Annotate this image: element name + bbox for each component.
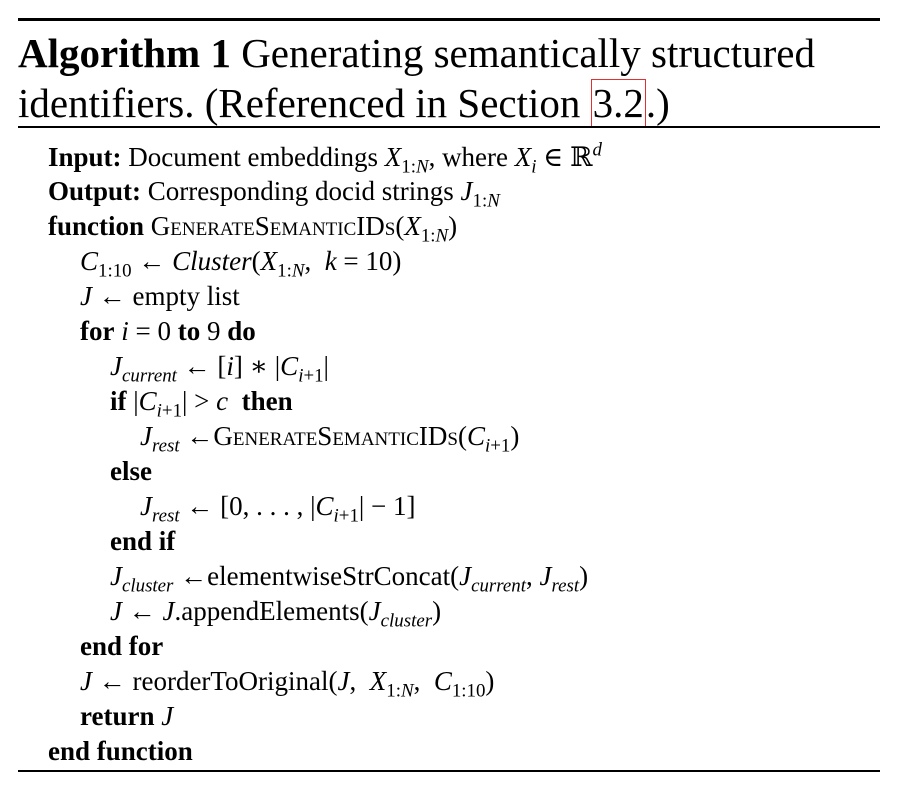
bottom-rule: [18, 770, 880, 772]
caption-title: Generating semantically structured identifiers. (Referenced in Section: [18, 30, 815, 126]
top-rule: [18, 18, 880, 21]
reorder-text: reorderToOriginal: [132, 666, 329, 696]
else-keyword: else: [110, 456, 152, 486]
function-keyword: function: [48, 211, 145, 241]
line-reorder: J ← reorderToOriginal(J, $X_{1:N}$, $C_{1:10}$): [80, 666, 495, 702]
caption-rule: [18, 126, 880, 128]
function-name: GenerateSemanticIDs: [150, 211, 396, 241]
output-text: Corresponding docid strings: [141, 176, 461, 206]
line-endif: [110, 524, 175, 558]
line-function: function $GenerateSemanticIDs(X_{1:N})$: [48, 211, 458, 247]
line-endfunction: [48, 734, 193, 768]
algorithm-label: Algorithm 1: [18, 30, 231, 76]
line-for: for i = 0 to 9 do: [80, 316, 256, 346]
return-keyword: return: [80, 701, 155, 731]
input-text: Document embeddings: [121, 142, 385, 172]
input-keyword: Input:: [48, 142, 122, 172]
line-cluster: $C_{1:10}$ ← $Cluster(X_{1:N}$, k = 10): [80, 246, 402, 282]
then-keyword: then: [241, 386, 293, 416]
input-where: , where: [428, 142, 515, 172]
end-if-keyword: end if: [110, 526, 176, 556]
elementwise-concat-text: elementwiseStrConcat: [207, 561, 451, 591]
if-keyword: if: [110, 386, 127, 416]
line-else: [110, 454, 152, 488]
algorithm-caption: [18, 28, 888, 128]
append-elements-text: .appendElements: [174, 596, 360, 626]
line-append: J ← $J.appendElements(J_{cluster})$: [110, 596, 442, 632]
line-current: $J_{current}$ ← [i] ∗ $|C_{i+1}|$: [110, 351, 329, 387]
line-concat: $J_{cluster}$ $\leftarrow elementwiseStrConcat(J_{current}$, $J_{rest}$): [110, 561, 589, 597]
output-keyword: Output:: [48, 176, 142, 206]
line-return: return J: [80, 701, 174, 731]
line-rest-recursive: $J_{rest}$ $\leftarrow GenerateSemanticIDs(C_{i+1})$: [140, 421, 520, 457]
line-if: if $|C_{i+1}| > c$ then: [110, 386, 293, 422]
line-output: Output: Corresponding docid strings $J_{1:N}$: [48, 176, 500, 212]
caption-title-end: .): [645, 80, 670, 126]
line-input: Input: Document embeddings $X_{1:N}$, where $X_i$ ∈ ℝ$^d$: [48, 139, 602, 178]
line-rest-range: $J_{rest}$ ← [0, . . . , $|C_{i+1}| - 1$]: [140, 491, 416, 527]
for-keyword: for: [80, 316, 115, 346]
line-init: J ← empty list: [80, 281, 240, 311]
end-function-keyword: end function: [48, 736, 193, 766]
do-keyword: do: [227, 316, 256, 346]
line-endfor: [80, 629, 163, 663]
end-for-keyword: end for: [80, 631, 164, 661]
empty-list-text: empty list: [132, 281, 240, 311]
recursive-call-name: GenerateSemanticIDs: [213, 421, 458, 451]
section-ref-link[interactable]: 3.2: [592, 80, 644, 126]
to-keyword: to: [177, 316, 201, 346]
